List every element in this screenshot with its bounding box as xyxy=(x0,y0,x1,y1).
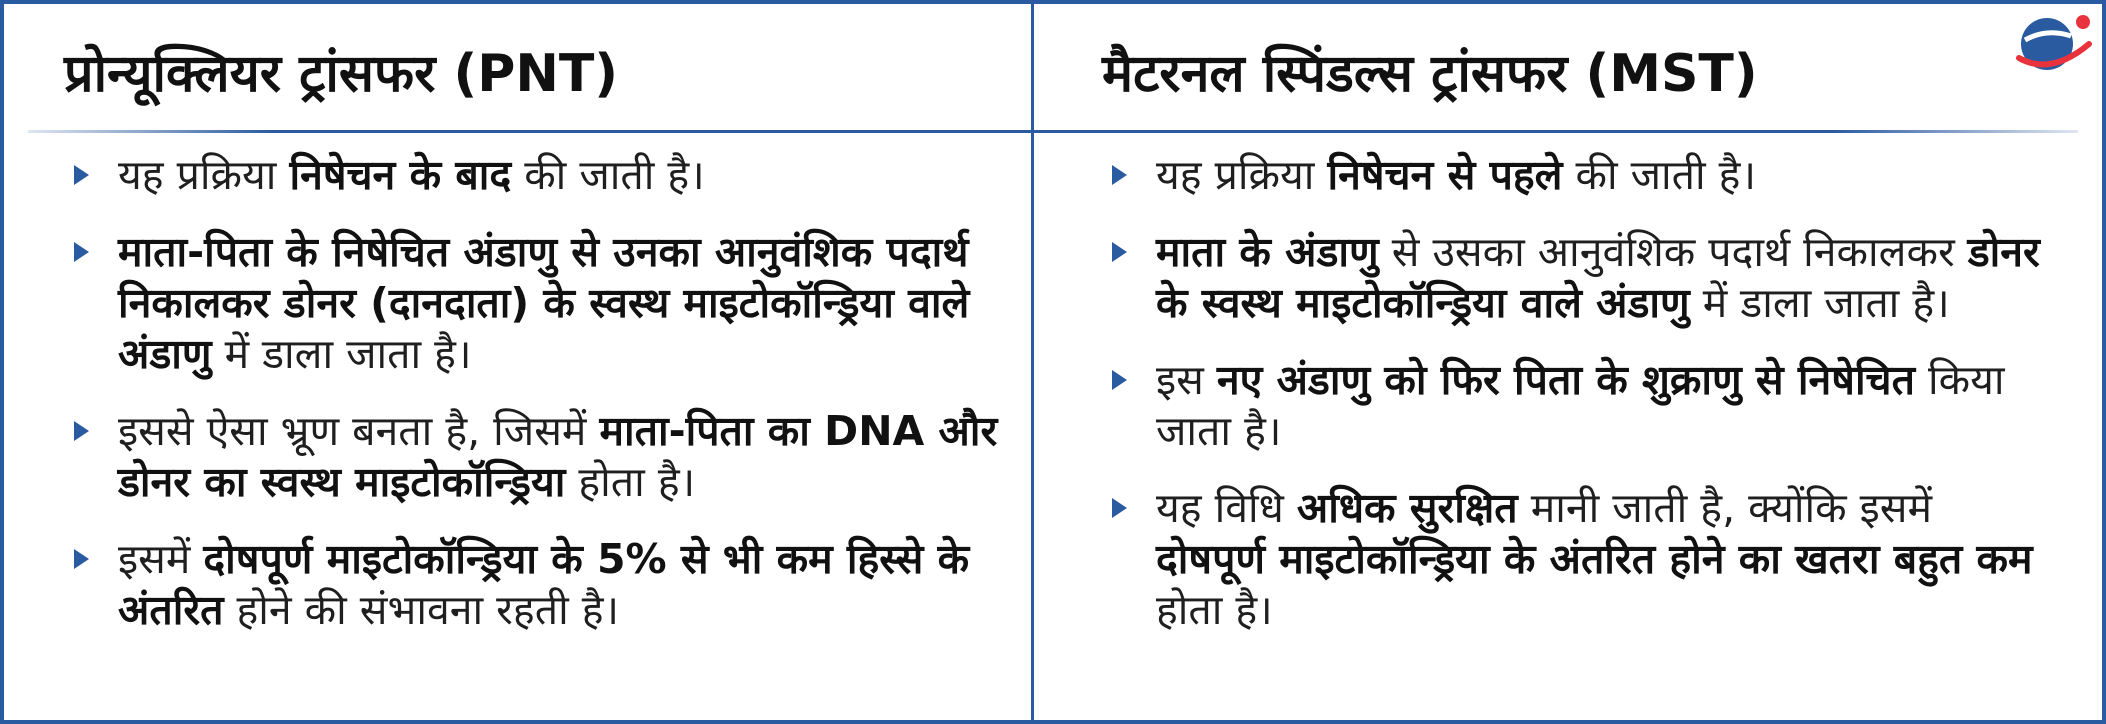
bullet-icon xyxy=(74,421,89,441)
list-item: यह प्रक्रिया निषेचन के बाद की जाती है। xyxy=(64,150,1004,201)
list-item: माता के अंडाणु से उसका आनुवंशिक पदार्थ निकालकर डोनर के स्वस्थ माइटोकॉन्ड्रिया वाले अंडाणु में डाला जाता है। xyxy=(1102,227,2052,329)
header-rule xyxy=(28,130,2078,133)
list-item: यह विधि अधिक सुरक्षित मानी जाती है, क्योंकि इसमें दोषपूर्ण माइटोकॉन्ड्रिया के अंतरित होने का खतरा बहुत कम होता है। xyxy=(1102,483,2052,636)
mst-list xyxy=(1102,150,2052,662)
globe-logo-icon xyxy=(2011,6,2099,80)
list-item: इससे ऐसा भ्रूण बनता है, जिसमें माता-पिता का DNA और डोनर का स्वस्थ माइटोकॉन्ड्रिया होता है। xyxy=(64,406,1004,508)
list-item: इस नए अंडाणु को फिर पिता के शुक्राणु से निषेचित किया जाता है। xyxy=(1102,355,2052,457)
bullet-icon xyxy=(1112,242,1127,262)
column-divider xyxy=(1031,4,1034,720)
list-item: माता-पिता के निषेचित अंडाणु से उनका आनुवंशिक पदार्थ निकालकर डोनर (दानदाता) के स्वस्थ माइटोकॉन्ड्रिया वाले अंडाणु में डाला जाता है। xyxy=(64,227,1004,380)
bullet-icon xyxy=(74,165,89,185)
bullet-icon xyxy=(1112,370,1127,390)
bullet-icon xyxy=(1112,498,1127,518)
list-item: इसमें दोषपूर्ण माइटोकॉन्ड्रिया के 5% से भी कम हिस्से के अंतरित होने की संभावना रहती है। xyxy=(64,534,1004,636)
bullet-icon xyxy=(74,242,89,262)
pnt-title: प्रोन्यूक्लियर ट्रांसफर (PNT) xyxy=(64,44,619,104)
list-item: यह प्रक्रिया निषेचन से पहले की जाती है। xyxy=(1102,150,2052,201)
bullet-icon xyxy=(74,549,89,569)
pnt-list xyxy=(64,150,1004,662)
bullet-icon xyxy=(1112,165,1127,185)
mst-title: मैटरनल स्पिंडल्स ट्रांसफर (MST) xyxy=(1102,44,1758,104)
